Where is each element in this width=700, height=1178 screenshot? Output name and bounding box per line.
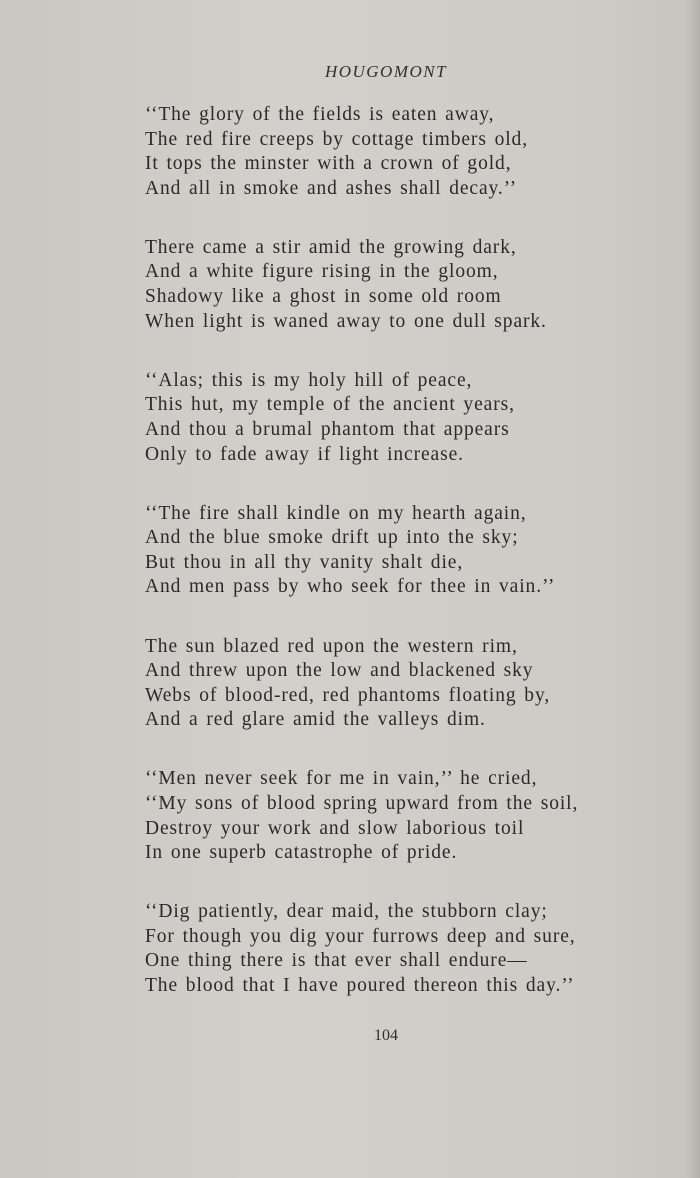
poem-line: ‘‘Alas; this is my holy hill of peace, — [145, 369, 473, 391]
stanza — [145, 236, 615, 334]
poem-line: And a white figure rising in the gloom, — [145, 261, 499, 283]
poem-line: And men pass by who seek for thee in vain.’’ — [145, 576, 556, 598]
stanza — [145, 103, 615, 201]
poem-line: And a red glare amid the valleys dim. — [145, 709, 486, 731]
stanza — [145, 369, 615, 467]
stanza — [145, 767, 615, 865]
stanza — [145, 900, 615, 998]
poem-line: The blood that I have poured thereon this day.’’ — [145, 975, 575, 997]
poem-line: And all in smoke and ashes shall decay.’’ — [145, 177, 518, 199]
poem — [145, 103, 615, 1033]
poem-line: There came a stir amid the growing dark, — [145, 236, 517, 258]
page-number: 104 — [374, 1027, 398, 1044]
poem-line: For though you dig your furrows deep and sure, — [145, 925, 576, 947]
poem-line: But thou in all thy vanity shalt die, — [145, 551, 464, 573]
poem-line: And the blue smoke drift up into the sky; — [145, 527, 519, 549]
poem-line: In one superb catastrophe of pride. — [145, 842, 458, 864]
poem-line: The red fire creeps by cottage timbers old, — [145, 128, 528, 150]
poem-line: Webs of blood-red, red phantoms floating by, — [145, 684, 551, 706]
stanza — [145, 635, 615, 733]
poem-line: It tops the minster with a crown of gold, — [145, 153, 512, 175]
poem-line: When light is waned away to one dull spark. — [145, 310, 547, 332]
poem-line: One thing there is that ever shall endure— — [145, 950, 528, 972]
poem-line: And thou a brumal phantom that appears — [145, 418, 510, 440]
poem-line: And threw upon the low and blackened sky — [145, 660, 534, 682]
poem-line: ‘‘Dig patiently, dear maid, the stubborn clay; — [145, 901, 548, 923]
poem-line: ‘‘My sons of blood spring upward from the soil, — [145, 792, 579, 814]
page-edge-shadow — [686, 0, 700, 1178]
running-head: HOUGOMONT — [324, 62, 448, 81]
poem-line: Destroy your work and slow laborious toil — [145, 817, 525, 839]
poem-line: The sun blazed red upon the western rim, — [145, 635, 518, 657]
poem-line: This hut, my temple of the ancient years, — [145, 394, 515, 416]
poem-line: Shadowy like a ghost in some old room — [145, 286, 502, 308]
poem-line: ‘‘Men never seek for me in vain,’’ he cried, — [145, 768, 538, 790]
poem-line: ‘‘The fire shall kindle on my hearth again, — [145, 502, 527, 524]
stanza — [145, 502, 615, 600]
poem-line: ‘‘The glory of the fields is eaten away, — [145, 104, 495, 125]
poem-line: Only to fade away if light increase. — [145, 443, 464, 465]
